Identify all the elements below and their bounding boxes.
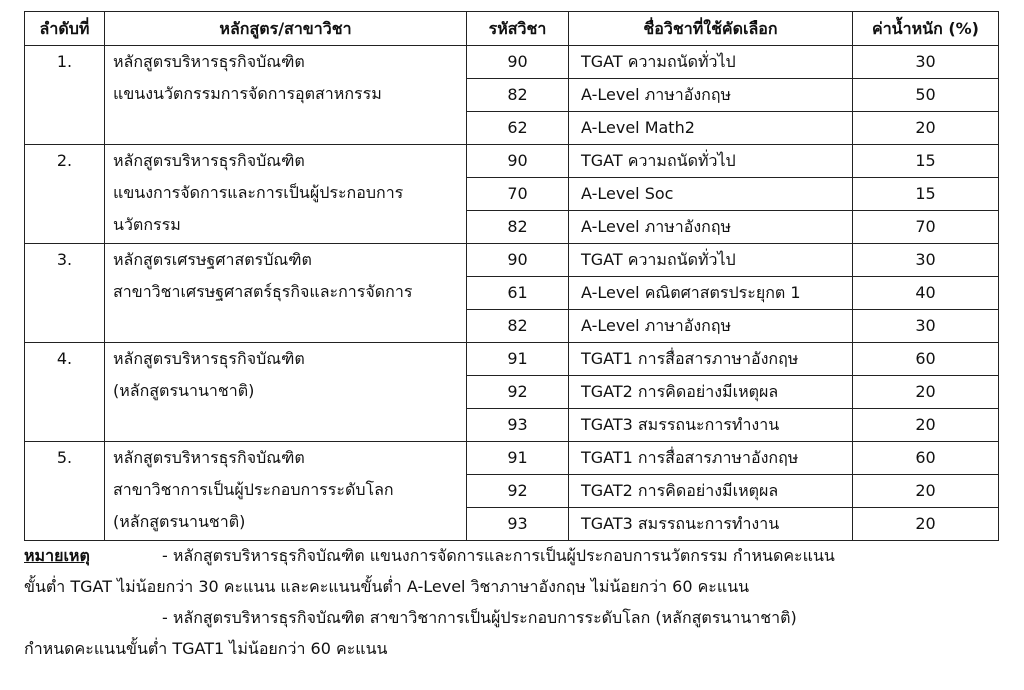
weight-percent: 30 bbox=[853, 244, 999, 277]
header-row bbox=[25, 12, 999, 46]
weight-percent: 15 bbox=[853, 145, 999, 178]
subject-name: TGAT2 การคิดอย่างมีเหตุผล bbox=[569, 475, 853, 508]
order-number: 4. bbox=[25, 343, 105, 442]
program-name-line: หลักสูตรบริหารธุรกิจบัณฑิต bbox=[113, 349, 305, 368]
weight-percent: 30 bbox=[853, 46, 999, 79]
table-row bbox=[25, 46, 999, 79]
program-name-line: แขนงนวัตกรรมการจัดการอุตสาหกรรม bbox=[113, 84, 382, 103]
notes-section bbox=[24, 540, 1014, 664]
weight-percent: 20 bbox=[853, 112, 999, 145]
subject-name: A-Level ภาษาอังกฤษ bbox=[569, 211, 853, 244]
subject-name: TGAT2 การคิดอย่างมีเหตุผล bbox=[569, 376, 853, 409]
subject-code: 82 bbox=[467, 211, 569, 244]
subject-name: TGAT ความถนัดทั่วไป bbox=[569, 145, 853, 178]
program-name-line: หลักสูตรบริหารธุรกิจบัณฑิต bbox=[113, 151, 305, 170]
subject-name: TGAT3 สมรรถนะการทำงาน bbox=[569, 508, 853, 541]
header-weight: ค่าน้ำหนัก (%) bbox=[853, 12, 999, 46]
subject-name: TGAT ความถนัดทั่วไป bbox=[569, 46, 853, 79]
subject-code: 82 bbox=[467, 79, 569, 112]
subject-name: TGAT3 สมรรถนะการทำงาน bbox=[569, 409, 853, 442]
subject-name: TGAT1 การสื่อสารภาษาอังกฤษ bbox=[569, 343, 853, 376]
table-row bbox=[25, 442, 999, 475]
subject-code: 90 bbox=[467, 244, 569, 277]
order-number: 3. bbox=[25, 244, 105, 343]
weight-percent: 20 bbox=[853, 376, 999, 409]
header-subject-name: ชื่อวิชาที่ใช้คัดเลือก bbox=[569, 12, 853, 46]
subject-code: 93 bbox=[467, 409, 569, 442]
subject-code: 91 bbox=[467, 442, 569, 475]
weight-percent: 20 bbox=[853, 475, 999, 508]
header-subject-code: รหัสวิชา bbox=[467, 12, 569, 46]
weight-percent: 60 bbox=[853, 343, 999, 376]
subject-code: 70 bbox=[467, 178, 569, 211]
subject-code: 90 bbox=[467, 46, 569, 79]
subject-name: TGAT ความถนัดทั่วไป bbox=[569, 244, 853, 277]
note-line bbox=[24, 540, 1014, 571]
note-line bbox=[24, 633, 1014, 664]
subject-code: 61 bbox=[467, 277, 569, 310]
weight-percent: 40 bbox=[853, 277, 999, 310]
program-name-line: หลักสูตรบริหารธุรกิจบัณฑิต bbox=[113, 448, 305, 467]
program-name-line: สาขาวิชาเศรษฐศาสตร์ธุรกิจและการจัดการ bbox=[113, 282, 413, 301]
program-name-line: สาขาวิชาการเป็นผู้ประกอบการระดับโลก bbox=[113, 480, 394, 499]
table-header bbox=[25, 12, 999, 46]
table-row bbox=[25, 244, 999, 277]
subject-name: A-Level Soc bbox=[569, 178, 853, 211]
note-text: ขั้นต่ำ TGAT ไม่น้อยกว่า 30 คะแนน และคะแนนขั้นต่ำ A-Level วิชาภาษาอังกฤษ ไม่น้อยกว่า 60 คะแนน bbox=[24, 577, 750, 596]
weight-percent: 50 bbox=[853, 79, 999, 112]
weight-percent: 70 bbox=[853, 211, 999, 244]
table-body bbox=[25, 46, 999, 541]
table-row bbox=[25, 343, 999, 376]
header-program: หลักสูตร/สาขาวิชา bbox=[105, 12, 467, 46]
subject-code: 62 bbox=[467, 112, 569, 145]
program-name-line: หลักสูตรเศรษฐศาสตรบัณฑิต bbox=[113, 250, 312, 269]
subject-name: A-Level ภาษาอังกฤษ bbox=[569, 310, 853, 343]
note-text: - หลักสูตรบริหารธุรกิจบัณฑิต แขนงการจัดการและการเป็นผู้ประกอบการนวัตกรรม กำหนดคะแนน bbox=[162, 546, 835, 565]
subject-code: 92 bbox=[467, 376, 569, 409]
note-line bbox=[24, 571, 1014, 602]
program-name bbox=[105, 244, 467, 343]
program-name-line: นวัตกรรม bbox=[113, 215, 181, 234]
subject-name: TGAT1 การสื่อสารภาษาอังกฤษ bbox=[569, 442, 853, 475]
weight-percent: 60 bbox=[853, 442, 999, 475]
subject-code: 82 bbox=[467, 310, 569, 343]
program-name-line: แขนงการจัดการและการเป็นผู้ประกอบการ bbox=[113, 183, 404, 202]
subject-name: A-Level Math2 bbox=[569, 112, 853, 145]
program-name bbox=[105, 442, 467, 541]
weight-percent: 20 bbox=[853, 508, 999, 541]
program-name bbox=[105, 343, 467, 442]
subject-code: 92 bbox=[467, 475, 569, 508]
note-text: - หลักสูตรบริหารธุรกิจบัณฑิต สาขาวิชาการเป็นผู้ประกอบการระดับโลก (หลักสูตรนานาชาติ) bbox=[162, 608, 797, 627]
subject-code: 91 bbox=[467, 343, 569, 376]
program-name-line: (หลักสูตรนานชาติ) bbox=[113, 512, 246, 531]
admission-criteria-table bbox=[24, 11, 999, 541]
note-text: กำหนดคะแนนขั้นต่ำ TGAT1 ไม่น้อยกว่า 60 คะแนน bbox=[24, 639, 388, 658]
program-name bbox=[105, 46, 467, 145]
subject-code: 90 bbox=[467, 145, 569, 178]
program-name bbox=[105, 145, 467, 244]
subject-code: 93 bbox=[467, 508, 569, 541]
order-number: 1. bbox=[25, 46, 105, 145]
header-order: ลำดับที่ bbox=[25, 12, 105, 46]
weight-percent: 30 bbox=[853, 310, 999, 343]
order-number: 5. bbox=[25, 442, 105, 541]
weight-percent: 20 bbox=[853, 409, 999, 442]
table-row bbox=[25, 145, 999, 178]
program-name-line: หลักสูตรบริหารธุรกิจบัณฑิต bbox=[113, 52, 305, 71]
subject-name: A-Level ภาษาอังกฤษ bbox=[569, 79, 853, 112]
note-line bbox=[24, 602, 1014, 633]
subject-name: A-Level คณิตศาสตรประยุกต 1 bbox=[569, 277, 853, 310]
notes-title: หมายเหตุ bbox=[24, 546, 90, 565]
order-number: 2. bbox=[25, 145, 105, 244]
program-name-line: (หลักสูตรนานาชาติ) bbox=[113, 381, 255, 400]
weight-percent: 15 bbox=[853, 178, 999, 211]
